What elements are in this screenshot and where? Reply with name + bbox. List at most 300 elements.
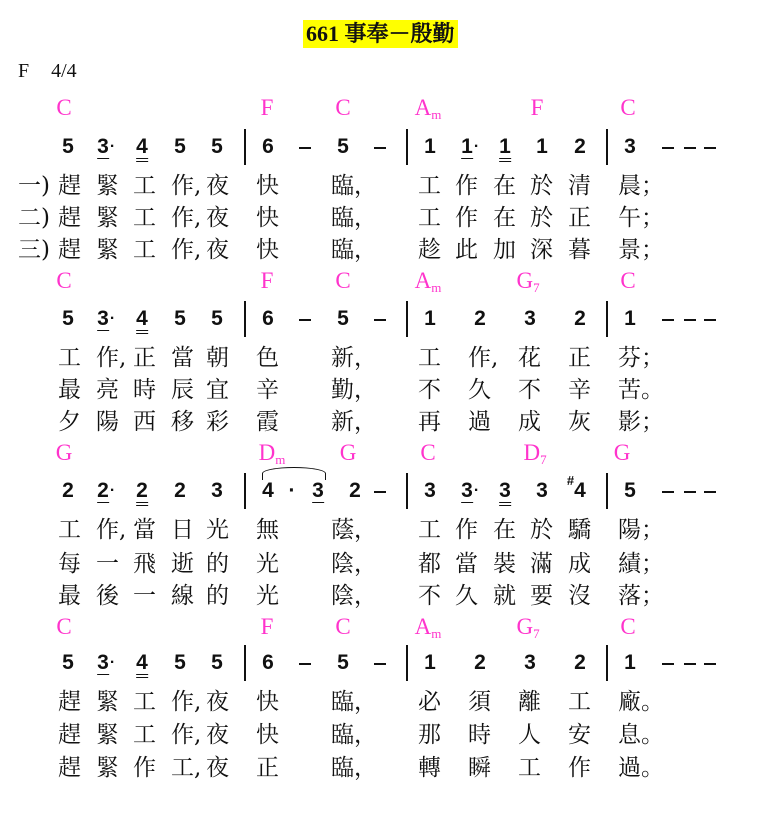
hymn-title: 661 事奉－殷勤 <box>303 20 458 48</box>
note-digit: 5 <box>174 651 186 674</box>
lyric-char: 一 <box>96 551 119 577</box>
lyric-char: 霞 <box>256 409 279 435</box>
note <box>337 135 349 159</box>
lyric-char: 辛 <box>568 377 591 403</box>
chord-label: C <box>620 95 636 120</box>
bar-line <box>606 301 608 337</box>
lyric-char: 過 <box>468 409 491 435</box>
note-digit: 6 <box>262 307 274 330</box>
chord-label: F <box>260 268 274 293</box>
lyric-char: 正 <box>568 345 591 371</box>
lyric-char: 影； <box>618 409 664 435</box>
note <box>174 479 186 503</box>
note-digit: 2 <box>474 651 486 674</box>
lyric-char: 加 <box>493 237 516 263</box>
lyric-char: 夜 <box>206 173 229 199</box>
note-digit: 4 <box>136 651 148 678</box>
lyric-char: 在 <box>493 205 516 231</box>
note-digit: 2 <box>574 135 586 158</box>
lyric-char: 景； <box>618 237 664 263</box>
lyric-char: 的 <box>206 551 229 577</box>
note-digit: 5 <box>337 651 349 674</box>
dash-extension <box>662 663 674 665</box>
lyric-char: 於 <box>530 205 553 231</box>
lyric-char: 趕 <box>58 755 81 781</box>
note-digit: 2 <box>62 479 74 502</box>
note-digit: 5 <box>624 479 636 502</box>
dot-mark: · <box>109 310 116 327</box>
lyric-char: 芬； <box>618 345 664 371</box>
lyric-char: 工 <box>58 345 81 371</box>
lyric-char: 辛 <box>256 377 279 403</box>
lyric-char: 驕 <box>568 517 591 543</box>
lyric-char: 暮 <box>568 237 591 263</box>
lyric-char: 緊 <box>96 237 119 263</box>
note <box>424 479 436 503</box>
note-digit: 4 <box>136 307 148 334</box>
note <box>474 307 486 331</box>
slur <box>262 467 326 480</box>
note-digit: 1 <box>536 135 548 158</box>
note <box>136 479 148 503</box>
bar-line <box>606 473 608 509</box>
note-digit: 3 <box>524 651 536 674</box>
lyric-char: 最 <box>58 583 81 609</box>
time-signature: 4/4 <box>51 60 77 82</box>
chord-label: C <box>56 268 72 293</box>
chord-suffix: m <box>431 280 442 295</box>
note <box>97 479 116 503</box>
lyric-char: 那 <box>418 722 441 748</box>
bar-line <box>244 645 246 681</box>
note-digit: 2 <box>349 479 361 502</box>
chord-label: C <box>335 614 351 639</box>
note <box>312 479 324 503</box>
note-digit: 2 <box>474 307 486 330</box>
note-digit: 3 <box>624 135 636 158</box>
key-signature <box>18 60 99 83</box>
note <box>136 651 148 675</box>
lyric-char: 工 <box>418 205 441 231</box>
note <box>174 135 186 159</box>
lyric-char: 陰， <box>331 551 377 577</box>
note-digit: 6 <box>262 135 274 158</box>
lyric-char: 夜 <box>206 237 229 263</box>
lyric-char: 必 <box>418 689 441 715</box>
bar-line <box>406 129 408 165</box>
lyric-char: 離 <box>518 689 541 715</box>
note-digit: 5 <box>174 307 186 330</box>
lyric-char: 作, <box>171 205 202 231</box>
note <box>174 651 186 675</box>
note <box>62 307 74 331</box>
chord-label: C <box>620 614 636 639</box>
lyric-char: 都 <box>418 551 441 577</box>
note <box>136 135 148 159</box>
lyric-char: 夜 <box>206 755 229 781</box>
lyric-char: 光 <box>206 517 229 543</box>
lyric-char: 緊 <box>96 173 119 199</box>
lyric-char: 於 <box>530 173 553 199</box>
lyric-char: 作, <box>171 237 202 263</box>
lyric-char: 正 <box>256 755 279 781</box>
lyric-char: 趕 <box>58 237 81 263</box>
note <box>211 479 223 503</box>
lyric-char: 作, <box>468 345 499 371</box>
note-digit: 5 <box>211 135 223 158</box>
lyric-char: 後 <box>96 583 119 609</box>
note <box>97 651 116 675</box>
note <box>62 135 74 159</box>
lyric-char: 成 <box>568 551 591 577</box>
note <box>262 135 274 159</box>
note <box>536 135 548 159</box>
lyric-char: 安 <box>568 722 591 748</box>
lyric-char: 廠。 <box>618 689 664 715</box>
chord-label: $A_m$ <box>414 95 442 122</box>
dot-mark: · <box>109 482 116 499</box>
dash-extension <box>684 491 696 493</box>
note <box>524 307 536 331</box>
lyric-char: 作 <box>133 755 156 781</box>
lyric-char: 光 <box>256 583 279 609</box>
note-digit: 5 <box>174 135 186 158</box>
lyric-char: 裝 <box>493 551 516 577</box>
note-digit: 1 <box>624 307 636 330</box>
chord-label: $D_7$ <box>523 440 547 467</box>
bar-line <box>244 301 246 337</box>
lyric-char: 趕 <box>58 689 81 715</box>
note-digit: 2 <box>574 651 586 674</box>
lyric-char: 移 <box>171 409 194 435</box>
lyric-char: 工 <box>418 517 441 543</box>
chord-label: G <box>55 440 73 465</box>
lyric-char: 人 <box>518 722 541 748</box>
lyric-char: 花 <box>518 345 541 371</box>
chord-label: C <box>420 440 436 465</box>
note-digit: 1 <box>424 135 436 158</box>
lyric-char: 成 <box>518 409 541 435</box>
note-digit: 2 <box>574 307 586 330</box>
lyric-char: 緊 <box>96 689 119 715</box>
note-digit: 3 <box>424 479 436 502</box>
note-digit: 5 <box>62 307 74 330</box>
note <box>211 651 223 675</box>
lyric-char: 沒 <box>568 583 591 609</box>
lyric-char: 臨， <box>331 689 377 715</box>
lyric-char: 夜 <box>206 722 229 748</box>
lyric-char: 臨， <box>331 173 377 199</box>
note <box>499 479 511 503</box>
lyric-char: 緊 <box>96 755 119 781</box>
note <box>499 135 511 159</box>
dot-mark: · <box>473 482 480 499</box>
lyric-char: 宜 <box>206 377 229 403</box>
note <box>461 479 480 503</box>
note <box>289 479 296 503</box>
lyric-char: 無 <box>256 517 279 543</box>
lyric-char: 作 <box>455 517 478 543</box>
lyric-char: 工 <box>133 722 156 748</box>
lyric-char: 作 <box>455 173 478 199</box>
lyric-char: 深 <box>530 237 553 263</box>
chord-label: F <box>260 614 274 639</box>
lyric-char: 當 <box>455 551 478 577</box>
note-digit: · <box>288 479 296 502</box>
lyric-char: 作, <box>171 722 202 748</box>
dash-extension <box>299 663 311 665</box>
verse-number: 三) <box>18 237 50 263</box>
lyric-char: 轉 <box>418 755 441 781</box>
note-digit: 4 <box>136 135 148 162</box>
chord-label: C <box>620 268 636 293</box>
chord-suffix: 7 <box>540 452 547 467</box>
note <box>574 651 586 675</box>
lyric-char: 緊 <box>96 722 119 748</box>
note-digit: 5 <box>337 135 349 158</box>
chord-label: $G_7$ <box>516 614 540 641</box>
dash-extension <box>684 319 696 321</box>
dash-extension <box>704 491 716 493</box>
note-digit: 3 <box>536 479 548 502</box>
note <box>566 473 586 503</box>
lyric-char: 快 <box>256 722 279 748</box>
dash-extension <box>374 319 386 321</box>
lyric-char: 落； <box>618 583 664 609</box>
note-digit: 4 <box>574 479 586 502</box>
chord-label: C <box>56 95 72 120</box>
lyric-char: 快 <box>256 237 279 263</box>
note <box>211 135 223 159</box>
note-digit: 5 <box>62 651 74 674</box>
note-digit: 4 <box>262 479 274 502</box>
note-digit: 6 <box>262 651 274 674</box>
lyric-char: 作 <box>568 755 591 781</box>
lyric-char: 久 <box>455 583 478 609</box>
dash-extension <box>684 147 696 149</box>
lyric-char: 夕 <box>58 409 81 435</box>
lyric-char: 績； <box>618 551 664 577</box>
lyric-char: 工 <box>568 689 591 715</box>
note <box>62 479 74 503</box>
lyric-char: 時 <box>133 377 156 403</box>
lyric-char: 午； <box>618 205 664 231</box>
lyric-char: 在 <box>493 517 516 543</box>
chord-label: $A_m$ <box>414 268 442 295</box>
note <box>97 307 116 331</box>
dash-extension <box>299 147 311 149</box>
lyric-char: 每 <box>58 551 81 577</box>
chord-suffix: 7 <box>533 280 540 295</box>
lyric-char: 就 <box>493 583 516 609</box>
note <box>62 651 74 675</box>
lyric-char: 當 <box>133 517 156 543</box>
note-digit: 3 <box>499 479 511 506</box>
dot-mark: · <box>109 138 116 155</box>
lyric-char: 西 <box>133 409 156 435</box>
lyric-char: 陰， <box>331 583 377 609</box>
lyric-char: 快 <box>256 689 279 715</box>
lyric-char: 滿 <box>530 551 553 577</box>
note <box>262 307 274 331</box>
lyric-char: 臨， <box>331 722 377 748</box>
lyric-char: 不 <box>518 377 541 403</box>
note-digit: 1 <box>424 651 436 674</box>
lyric-char: 工 <box>133 689 156 715</box>
note <box>624 135 636 159</box>
dash-extension <box>662 319 674 321</box>
lyric-char: 正 <box>133 345 156 371</box>
lyric-char: 飛 <box>133 551 156 577</box>
lyric-char: 亮 <box>96 377 119 403</box>
lyric-char: 趕 <box>58 205 81 231</box>
note <box>574 135 586 159</box>
dash-extension <box>684 663 696 665</box>
lyric-char: 於 <box>530 517 553 543</box>
note <box>211 307 223 331</box>
lyric-char: 久 <box>468 377 491 403</box>
lyric-char: 作 <box>455 205 478 231</box>
note-digit: 3 <box>97 651 109 674</box>
dash-extension <box>299 319 311 321</box>
chord-label: F <box>530 95 544 120</box>
chord-suffix: m <box>431 107 442 122</box>
note <box>424 135 436 159</box>
chord-suffix: m <box>275 452 286 467</box>
note-digit: 2 <box>174 479 186 502</box>
lyric-char: 息。 <box>618 722 664 748</box>
note <box>424 651 436 675</box>
lyric-char: 趕 <box>58 173 81 199</box>
lyric-char: 不 <box>418 377 441 403</box>
bar-line <box>244 129 246 165</box>
chord-suffix: m <box>431 626 442 641</box>
verse-number: 一) <box>18 173 50 199</box>
lyric-char: 工, <box>171 755 202 781</box>
note <box>337 651 349 675</box>
note <box>624 651 636 675</box>
note-digit: 3 <box>97 307 109 330</box>
lyric-char: 灰 <box>568 409 591 435</box>
note <box>624 307 636 331</box>
note <box>474 651 486 675</box>
lyric-char: 陽 <box>96 409 119 435</box>
lyric-char: 工 <box>133 205 156 231</box>
note <box>97 135 116 159</box>
lyric-char: 日 <box>171 517 194 543</box>
note <box>262 479 274 503</box>
lyric-char: 此 <box>455 237 478 263</box>
lyric-char: 色 <box>256 345 279 371</box>
note-digit: 1 <box>424 307 436 330</box>
lyric-char: 一 <box>133 583 156 609</box>
chord-label: C <box>335 95 351 120</box>
lyric-char: 作, <box>171 173 202 199</box>
note-digit: 3 <box>461 479 473 502</box>
dash-extension <box>662 147 674 149</box>
lyric-char: 作, <box>96 345 127 371</box>
chord-label: $D_m$ <box>258 440 286 467</box>
chord-label: F <box>260 95 274 120</box>
note-digit: 3 <box>524 307 536 330</box>
lyric-char: 不 <box>418 583 441 609</box>
note-digit: 5 <box>211 651 223 674</box>
bar-line <box>406 645 408 681</box>
lyric-char: 逝 <box>171 551 194 577</box>
note <box>174 307 186 331</box>
note-digit: 1 <box>624 651 636 674</box>
lyric-char: 正 <box>568 205 591 231</box>
chord-label: G <box>339 440 357 465</box>
note-digit: 3 <box>312 479 324 502</box>
lyric-char: 線 <box>171 583 194 609</box>
note-digit: 2 <box>97 479 109 502</box>
lyric-char: 朝 <box>206 345 229 371</box>
lyric-char: 當 <box>171 345 194 371</box>
lyric-char: 工 <box>58 517 81 543</box>
note <box>262 651 274 675</box>
bar-line <box>406 301 408 337</box>
lyric-char: 工 <box>133 173 156 199</box>
lyric-char: 新， <box>331 345 377 371</box>
lyric-char: 瞬 <box>468 755 491 781</box>
dash-extension <box>662 491 674 493</box>
dash-extension <box>374 663 386 665</box>
bar-line <box>606 129 608 165</box>
lyric-char: 工 <box>418 345 441 371</box>
note <box>461 135 480 159</box>
lyric-char: 工 <box>133 237 156 263</box>
lyric-char: 再 <box>418 409 441 435</box>
lyric-char: 辰 <box>171 377 194 403</box>
note-digit: 1 <box>499 135 511 162</box>
dash-extension <box>374 147 386 149</box>
lyric-char: 臨， <box>331 755 377 781</box>
lyric-char: 在 <box>493 173 516 199</box>
chord-label: C <box>335 268 351 293</box>
chord-label: $G_7$ <box>516 268 540 295</box>
lyric-char: 須 <box>468 689 491 715</box>
note-digit: 1 <box>461 135 473 158</box>
lyric-char: 時 <box>468 722 491 748</box>
note-digit: 3 <box>97 135 109 158</box>
lyric-char: 趁 <box>418 237 441 263</box>
lyric-char: 光 <box>256 551 279 577</box>
dash-extension <box>704 147 716 149</box>
bar-line <box>406 473 408 509</box>
lyric-char: 新， <box>331 409 377 435</box>
note <box>624 479 636 503</box>
note <box>337 307 349 331</box>
note <box>524 651 536 675</box>
lyric-char: 夜 <box>206 205 229 231</box>
note <box>136 307 148 331</box>
lyric-char: 作, <box>171 689 202 715</box>
verse-number: 二) <box>18 205 50 231</box>
bar-line <box>606 645 608 681</box>
lyric-char: 工 <box>518 755 541 781</box>
dot-mark: · <box>473 138 480 155</box>
lyric-char: 緊 <box>96 205 119 231</box>
note-digit: 5 <box>337 307 349 330</box>
lyric-char: 晨； <box>618 173 664 199</box>
lyric-char: 苦。 <box>618 377 664 403</box>
lyric-char: 勤， <box>331 377 377 403</box>
lyric-char: 最 <box>58 377 81 403</box>
sharp-sign: # <box>566 473 575 488</box>
note <box>574 307 586 331</box>
dash-extension <box>704 663 716 665</box>
